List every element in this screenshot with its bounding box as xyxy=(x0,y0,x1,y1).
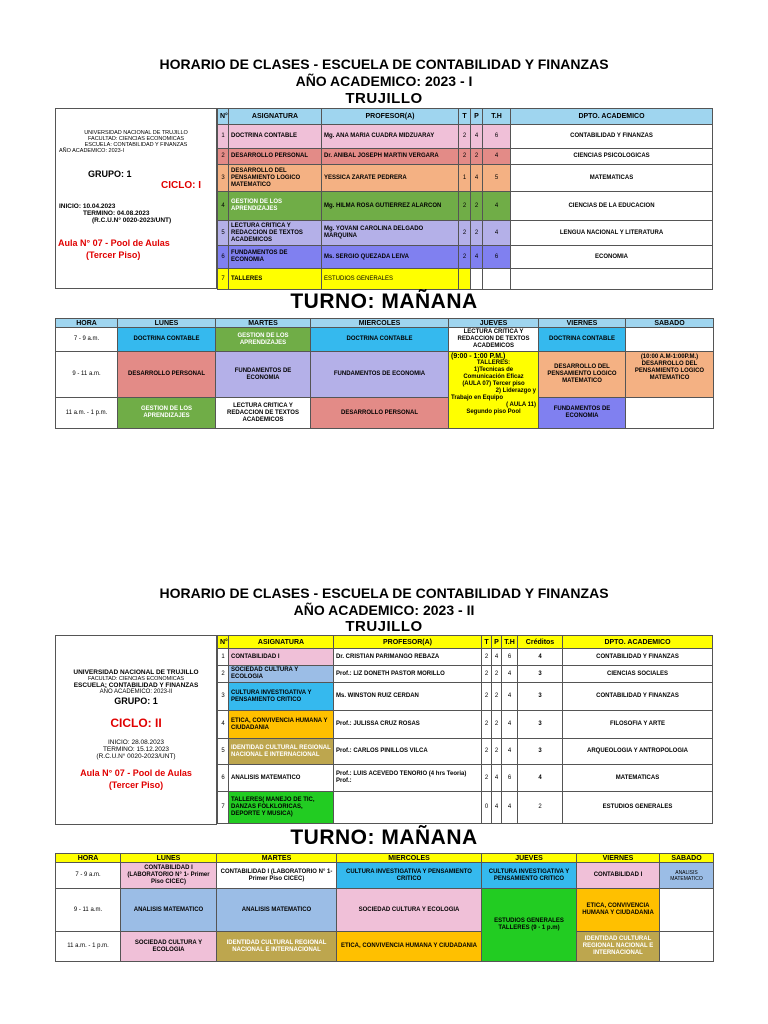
col-asignatura: ASIGNATURA xyxy=(229,636,334,649)
table-row: 7 TALLERES ESTUDIOS GENERALES xyxy=(218,269,713,290)
table-row: 11 a.m. - 1 p.m. GESTION DE LOS APRENDIZAJES LECTURA CRITICA Y REDACCION DE TEXTOS ACADEMICOS DESARROLLO PERSONAL FUNDAMENTOS DE ECONOMIA xyxy=(56,398,714,429)
schedule-1-year: AÑO ACADEMICO: 2023 - I xyxy=(295,73,473,89)
university-name: UNIVERSIDAD NACIONAL DE TRUJILLO xyxy=(84,130,188,136)
schedule-2-courses-table xyxy=(217,635,713,824)
schedule-2-title: HORARIO DE CLASES - ESCUELA DE CONTABILIDAD Y FINANZAS xyxy=(159,585,609,601)
col-th: T.H xyxy=(483,109,511,125)
rcu-reference: (R.C.U.N° 0020-2023/UNT) xyxy=(92,217,172,224)
university-name: UNIVERSIDAD NACIONAL DE TRUJILLO xyxy=(73,669,199,676)
table-row: 7 - 9 a.m. DOCTRINA CONTABLE GESTION DE LOS APRENDIZAJES DOCTRINA CONTABLE LECTURA CRITICA Y REDACCION DE TEXTOS ACADEMICOS DOCTRINA CONTABLE xyxy=(56,328,714,352)
termino-date: TERMINO: 04.08.2023 xyxy=(83,210,150,217)
col-p: P xyxy=(471,109,483,125)
schedule-1-info-panel xyxy=(55,108,217,289)
schedule-2-city: TRUJILLO xyxy=(345,618,423,635)
table-row: 4 ETICA, CONVIVENCIA HUMANA Y CIUDADANIA Prof.: JULISSA CRUZ ROSAS 2 2 4 3 FILOSOFIA Y ARTE xyxy=(218,711,713,739)
weekly-header-row: HORA LUNES MARTES MIERCOLES JUEVES VIERNES SABADO xyxy=(56,319,714,328)
aula-label: Aula N° 07 - Pool de Aulas xyxy=(80,768,192,778)
table-row: 7 - 9 a.m. CONTABILIDAD I (LABORATORIO N° 1- Primer Piso CICEC) CONTABILIDAD I (LABORATORIO N° 1- Primer Piso CICEC) CULTURA INVESTIGATIVA Y PENSAMIENTO CRITICO CULTURA INVESTIGATIVA Y PENSAMIENTO CRITICO CONTABILIDAD I ANALISIS MATEMATICO xyxy=(56,863,714,889)
col-p: P xyxy=(492,636,502,649)
col-profesor: PROFESOR(A) xyxy=(322,109,459,125)
col-n: N° xyxy=(218,636,229,649)
ciclo-label: CICLO: II xyxy=(110,716,162,730)
school-name: ESCUELA: CONTABILIDAD Y FINANZAS xyxy=(73,682,199,689)
weekly-header-row: HORA LUNES MARTES MIERCOLES JUEVES VIERNES SABADO xyxy=(56,854,714,863)
inicio-date: INICIO: 28.08.2023 xyxy=(107,739,164,746)
table-row: 2 DESARROLLO PERSONAL Dr. ANIBAL JOSEPH MARTIN VERGARA 2 2 4 CIENCIAS PSICOLOGICAS xyxy=(218,149,713,165)
faculty-name: FACULTAD: CIENCIAS ECONOMICAS xyxy=(87,676,185,682)
schedule-1-turno: TURNO: MAÑANA xyxy=(290,290,478,313)
col-n: N° xyxy=(218,109,229,125)
grupo-label: GRUPO: 1 xyxy=(88,169,132,179)
table-row: 5 LECTURA CRITICA Y REDACCION DE TEXTOS ACADEMICOS Mg. YOVANI CAROLINA DELGADO MARQUINA 2 2 4 LENGUA NACIONAL Y LITERATURA xyxy=(218,221,713,246)
col-th: T.H xyxy=(502,636,518,649)
piso-label: (Tercer Piso) xyxy=(108,780,164,790)
table-row: 11 a.m. - 1 p.m. SOCIEDAD CULTURA Y ECOLOGIA IDENTIDAD CULTURAL REGIONAL NACIONAL E INTERNACIONAL ETICA, CONVIVENCIA HUMANA Y CIUDADANIA IDENTIDAD CULTURAL REGIONAL NACIONAL E INTERNACIONAL xyxy=(56,932,714,962)
col-t: T xyxy=(459,109,471,125)
schedule-1-city: TRUJILLO xyxy=(345,90,423,107)
col-creditos: Créditos xyxy=(518,636,563,649)
table-row: 3 DESARROLLO DEL PENSAMIENTO LOGICO MATEMATICO YESSICA ZARATE PEDRERA 1 4 5 MATEMATICAS xyxy=(218,165,713,192)
jueves-talleres-cell: ESTUDIOS GENERALES TALLERES (9 - 1 p.m) xyxy=(482,889,577,962)
schedule-1-weekly-grid xyxy=(55,318,714,429)
col-dpto: DPTO. ACADEMICO xyxy=(563,636,713,649)
table-row: 7 TALLERES( MANEJO DE TIC, DANZAS FOLKLORICAS, DEPORTE Y MUSICA) 0 4 4 2 ESTUDIOS GENERALES xyxy=(218,792,713,824)
col-asignatura: ASIGNATURA xyxy=(229,109,322,125)
academic-year: AÑO ACADEMICO: 2023-I xyxy=(59,148,125,154)
table-row: 1 DOCTRINA CONTABLE Mg. ANA MARIA CUADRA MIDZUARAY 2 4 6 CONTABILIDAD Y FINANZAS xyxy=(218,125,713,149)
academic-year: AÑO ACADEMICO: 2023-II xyxy=(99,689,173,695)
inicio-date: INICIO: 10.04.2023 xyxy=(59,203,116,210)
table-row: 5 IDENTIDAD CULTURAL REGIONAL NACIONAL E INTERNACIONAL Prof.: CARLOS PINILLOS VILCA 2 2 4 3 ARQUEOLOGIA Y ANTROPOLOGIA xyxy=(218,739,713,765)
aula-label: Aula N° 07 - Pool de Aulas xyxy=(58,238,170,248)
jueves-talleres-cell: (9:00 - 1:00 P.M.) TALLERES: 1)Tecnicas de Comunicación Eficaz (AULA 07) Tercer piso 2) Liderazgo y Trabajo en Equipo ( AULA 11) Segundo piso Pool xyxy=(449,352,539,429)
col-dpto: DPTO. ACADEMICO xyxy=(511,109,713,125)
termino-date: TERMINO: 15.12.2023 xyxy=(102,746,170,753)
schedule-1-courses-table xyxy=(217,108,713,290)
table-row: 2 SOCIEDAD CULTURA Y ECOLOGIA Prof.: LIZ DONETH PASTOR MORILLO 2 2 4 3 CIENCIAS SOCIALES xyxy=(218,666,713,683)
table-row: 9 - 11 a.m. DESARROLLO PERSONAL FUNDAMENTOS DE ECONOMIA FUNDAMENTOS DE ECONOMIA (9:00 - 1:00 P.M.) TALLERES: 1)Tecnicas de Comunicación Eficaz (AULA 07) Tercer piso 2) Liderazgo y Trabajo en Equipo ( AULA 11) Segundo piso Pool DESARROLLO DEL PENSAMIENTO LOGICO MATEMATICO (10:00 A.M-1:00P.M.) DESARROLLO DEL PENSAMIENTO LOGICO MATEMATICO xyxy=(56,352,714,398)
courses-header-row xyxy=(218,636,713,649)
rcu-reference: (R.C.U.N° 0020-2023/UNT) xyxy=(96,753,176,760)
schedule-2-year: AÑO ACADEMICO: 2023 - II xyxy=(293,602,475,618)
table-row: 6 ANALISIS MATEMATICO Prof.: LUIS ACEVEDO TENORIO (4 hrs Teoria) Prof.: 2 4 6 4 MATEMATICAS xyxy=(218,765,713,792)
table-row: 1 CONTABILIDAD I Dr. CRISTIAN PARIMANGO REBAZA 2 4 6 4 CONTABILIDAD Y FINANZAS xyxy=(218,649,713,666)
sabado-cell: (10:00 A.M-1:00P.M.) DESARROLLO DEL PENSAMIENTO LOGICO MATEMATICO xyxy=(626,352,714,398)
grupo-label: GRUPO: 1 xyxy=(114,696,158,706)
school-name: ESCUELA: CONTABILIDAD Y FINANZAS xyxy=(84,142,188,148)
schedule-2-info-panel xyxy=(55,635,217,825)
table-row: 9 - 11 a.m. ANALISIS MATEMATICO ANALISIS MATEMATICO SOCIEDAD CULTURA Y ECOLOGIA ESTUDIOS GENERALES TALLERES (9 - 1 p.m) ETICA, CONVIVENCIA HUMANA Y CIUDADANIA xyxy=(56,889,714,932)
piso-label: (Tercer Piso) xyxy=(86,250,141,260)
table-row: 4 GESTION DE LOS APRENDIZAJES Mg. HILMA ROSA GUTIERREZ ALARCON 2 2 4 CIENCIAS DE LA EDUCACION xyxy=(218,192,713,221)
table-row: 6 FUNDAMENTOS DE ECONOMIA Ms. SERGIO QUEZADA LEIVA 2 4 6 ECONOMIA xyxy=(218,246,713,269)
schedule-2-weekly-grid xyxy=(55,853,714,962)
faculty-name: FACULTAD: CIENCIAS ECONOMICAS xyxy=(87,136,185,142)
col-t: T xyxy=(482,636,492,649)
schedule-1-title: HORARIO DE CLASES - ESCUELA DE CONTABILIDAD Y FINANZAS xyxy=(159,56,609,72)
ciclo-label: CICLO: I xyxy=(161,180,201,191)
table-row: 3 CULTURA INVESTIGATIVA Y PENSAMIENTO CRITICO Ms. WINSTON RUIZ CERDAN 2 2 4 3 CONTABILIDAD Y FINANZAS xyxy=(218,683,713,711)
courses-header-row xyxy=(218,109,713,125)
schedule-2-turno: TURNO: MAÑANA xyxy=(290,826,478,849)
col-profesor: PROFESOR(A) xyxy=(334,636,482,649)
